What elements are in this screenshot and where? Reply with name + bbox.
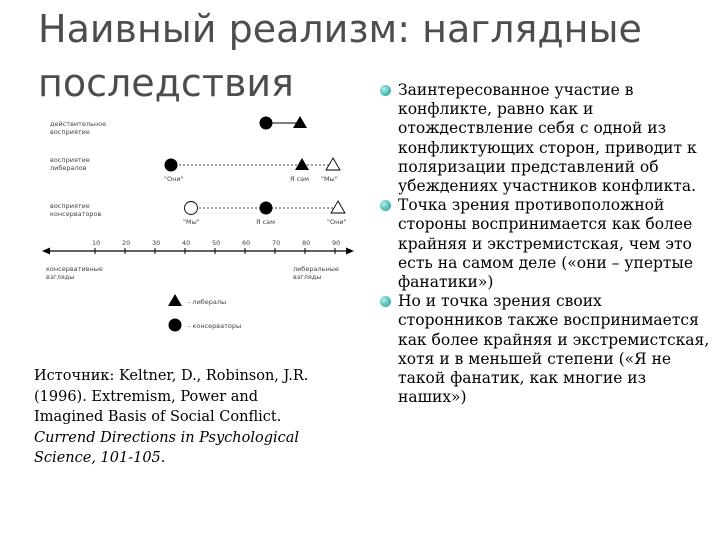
- row2-they-label: "Они": [164, 175, 184, 183]
- tick-label-40: 40: [182, 239, 191, 247]
- axis-right-label-2: взгляды: [293, 273, 322, 281]
- row3-they-triangle: [331, 201, 345, 213]
- bullet-item-1: [380, 81, 710, 196]
- row1-liberal-triangle: [293, 116, 307, 128]
- row-label-actual-2: восприятие: [50, 128, 90, 136]
- row3-self-label: Я сам: [256, 218, 276, 226]
- axis-right-label-1: либеральные: [293, 265, 339, 273]
- row-label-liberals-1: восприятие: [50, 156, 90, 164]
- tick-label-30: 30: [152, 239, 161, 247]
- row3-they-label: "Они": [327, 218, 347, 226]
- row2-we-label: "Мы": [321, 175, 338, 183]
- axis-left-label-1: консервативные: [46, 265, 103, 273]
- title-line-2: последствия: [38, 61, 294, 105]
- row3-we-label: "Мы": [183, 218, 200, 226]
- row-label-conservatives-1: восприятие: [50, 202, 90, 210]
- legend-conservatives-label: - консерваторы: [188, 322, 242, 330]
- source-journal-line-1: Currend Directions in Psychological: [34, 429, 300, 446]
- bullet-list: [380, 81, 710, 407]
- tick-label-10: 10: [92, 239, 101, 247]
- tick-label-70: 70: [272, 239, 281, 247]
- row2-self-label: Я сам: [290, 175, 310, 183]
- axis-right-arrow: [346, 248, 354, 255]
- row2-self-triangle: [295, 158, 309, 170]
- tick-label-50: 50: [212, 239, 221, 247]
- source-line-1: Источник: Keltner, D., Robinson, J.R.: [34, 368, 309, 384]
- legend-triangle-icon: [168, 294, 182, 306]
- row-label-actual-1: действительное: [50, 120, 107, 128]
- title-line-1: Наивный реализм: наглядные: [38, 7, 642, 51]
- bullet-dot-icon: [380, 200, 391, 211]
- bullet-item-2: [380, 196, 710, 292]
- row2-they-circle: [165, 159, 178, 172]
- tick-label-90: 90: [332, 239, 341, 247]
- bullet-dot-icon: [380, 85, 391, 96]
- source-journal-line-2: Science, 101-105.: [34, 450, 166, 466]
- legend-liberals-label: - либералы: [188, 298, 227, 306]
- bullet-dot-icon: [380, 296, 391, 307]
- row-label-conservatives-2: консерваторов: [50, 210, 102, 218]
- naive-realism-diagram: [38, 104, 358, 344]
- row1-conservative-circle: [260, 117, 273, 130]
- bullet-text-2: Точка зрения противоположной стороны воспринимается как более крайняя и экстремистская, чем это есть на самом деле («они – упертые фанатики»): [398, 196, 694, 292]
- source-citation: [34, 366, 334, 469]
- bullet-text-1: Заинтересованное участие в конфликте, равно как и отождествление себя с одной из конфликтующих сторон, приводит к поляризации представлений об убеждениях участников конфликта.: [398, 81, 697, 196]
- bullet-text-3: Но и точка зрения своих сторонников также воспринимается как более крайняя и экстремистская, хотя и в меньшей степени («Я не такой фанатик, как многие из наших»): [398, 292, 710, 407]
- tick-label-60: 60: [242, 239, 251, 247]
- legend-circle-icon: [169, 319, 182, 332]
- source-line-2: (1996). Extremism, Power and: [34, 388, 259, 405]
- row3-we-circle: [185, 202, 198, 215]
- row3-self-circle: [260, 202, 273, 215]
- axis-left-label-2: взгляды: [46, 273, 75, 281]
- tick-label-20: 20: [122, 239, 131, 247]
- bullet-item-3: [380, 292, 710, 407]
- source-line-3: Imagined Basis of Social Conflict.: [34, 409, 282, 425]
- tick-label-80: 80: [302, 239, 311, 247]
- row-label-liberals-2: либералов: [50, 164, 87, 172]
- axis-left-arrow: [42, 248, 50, 255]
- row2-we-triangle: [326, 158, 340, 170]
